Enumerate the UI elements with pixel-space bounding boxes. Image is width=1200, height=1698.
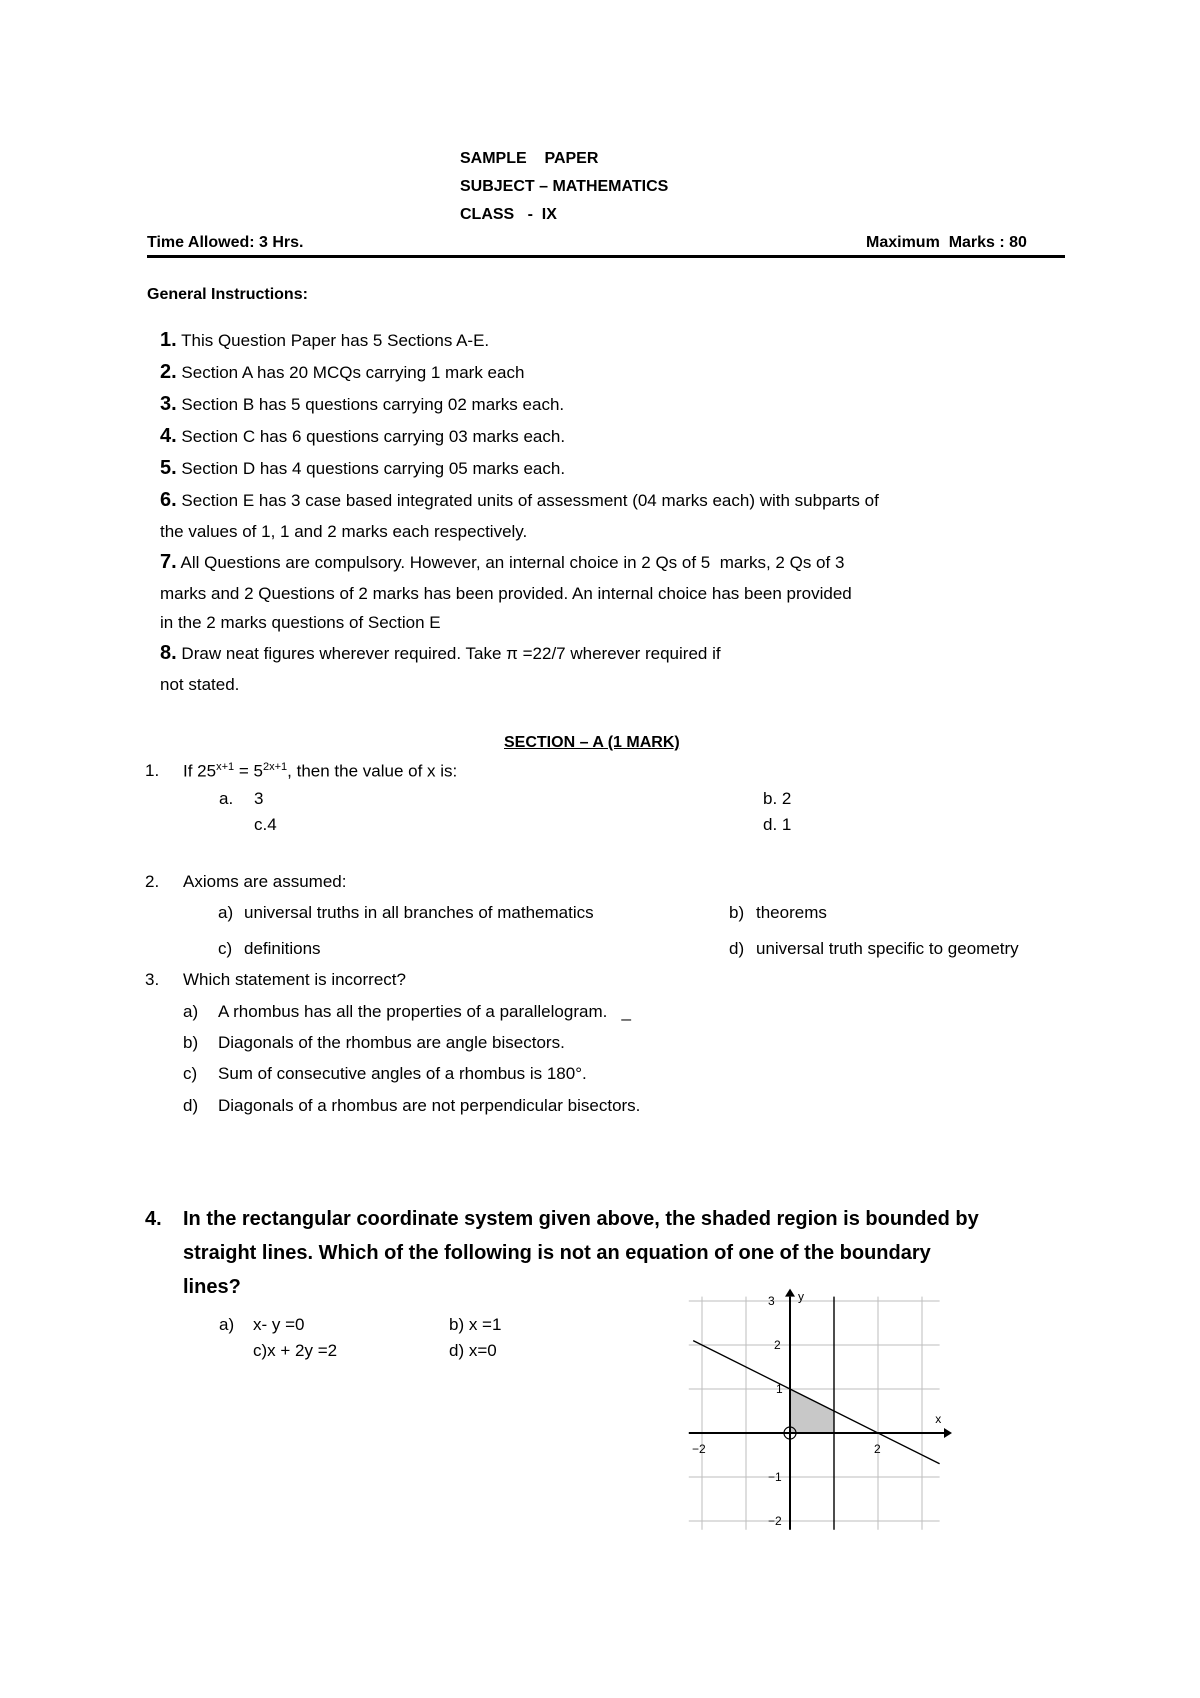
q1-text-pre: If 25 — [183, 761, 217, 781]
option-a: universal truths in all branches of mathematics — [244, 903, 594, 922]
question-4-line: straight lines. Which of the following is not an equation of one of the boundary — [183, 1242, 931, 1264]
option-c: c)x + 2y =2 — [253, 1341, 338, 1360]
y-tick-label: −2 — [768, 1514, 782, 1528]
paper-title: SAMPLE PAPER — [460, 150, 599, 167]
instruction-text: Section D has 4 questions carrying 05 marks each. — [181, 459, 566, 478]
option-a: A rhombus has all the properties of a parallelogram. _ — [218, 1002, 631, 1021]
option-b: Diagonals of the rhombus are angle bisectors. — [218, 1033, 565, 1052]
question-3-text: Which statement is incorrect? — [183, 970, 406, 989]
instruction-item — [160, 551, 844, 574]
option-c: definitions — [244, 939, 321, 958]
instruction-number: 2. — [160, 361, 177, 383]
option-label: c) — [183, 1064, 198, 1083]
header-rule — [147, 255, 1065, 258]
instruction-continuation: in the 2 marks questions of Section E — [160, 613, 441, 632]
instruction-text: Draw neat figures wherever required. Take π =22/7 wherever required if — [181, 644, 721, 663]
boundary-line-x-plus-2y — [693, 1341, 942, 1464]
option-d: universal truth specific to geometry — [756, 939, 1019, 958]
option-label: b) — [183, 1033, 199, 1052]
paper-subject: SUBJECT – MATHEMATICS — [460, 178, 669, 195]
shaded-region — [790, 1389, 834, 1433]
instruction-number: 6. — [160, 489, 177, 511]
option-a: x- y =0 — [253, 1315, 305, 1334]
option-label: a) — [183, 1002, 199, 1021]
instruction-number: 8. — [160, 642, 177, 664]
question-number: 2. — [145, 872, 160, 891]
time-allowed: Time Allowed: 3 Hrs. — [147, 234, 304, 251]
x-tick-label: −2 — [692, 1442, 706, 1456]
question-number: 4. — [145, 1208, 162, 1230]
instruction-text: This Question Paper has 5 Sections A-E. — [181, 331, 490, 350]
x-axis-label: x — [935, 1412, 942, 1426]
option-label: c) — [218, 939, 233, 958]
instruction-text: Section C has 6 questions carrying 03 marks each. — [181, 427, 566, 446]
instruction-item — [160, 393, 564, 416]
y-tick-label: 2 — [774, 1338, 781, 1352]
maximum-marks: Maximum Marks : 80 — [866, 234, 1027, 251]
option-d: d) x=0 — [449, 1341, 497, 1360]
option-b: theorems — [756, 903, 827, 922]
question-1-text — [183, 761, 457, 782]
y-tick-label: 3 — [768, 1294, 775, 1308]
coordinate-graph — [688, 1289, 958, 1535]
question-4-line: lines? — [183, 1276, 241, 1298]
option-label: a. — [219, 789, 234, 808]
q1-text-mid: = 5 — [234, 761, 263, 781]
y-tick-label: 1 — [776, 1382, 783, 1396]
instruction-item — [160, 425, 565, 448]
instruction-item — [160, 361, 524, 384]
option-label: d) — [729, 939, 745, 958]
option-label: b) — [729, 903, 745, 922]
instruction-text: Section A has 20 MCQs carrying 1 mark each — [181, 363, 525, 382]
question-number: 3. — [145, 970, 160, 989]
option-label: a) — [219, 1315, 235, 1334]
instruction-text: Section E has 3 case based integrated units of assessment (04 marks each) with subparts of — [181, 491, 879, 510]
option-label: d) — [183, 1096, 199, 1115]
y-axis-arrow-icon — [785, 1289, 795, 1297]
section-a-heading: SECTION – A (1 MARK) — [504, 734, 680, 751]
question-number: 1. — [145, 761, 160, 780]
paper-class: CLASS - IX — [460, 206, 557, 223]
question-4-line: In the rectangular coordinate system given above, the shaded region is bounded by — [183, 1208, 979, 1230]
instructions-heading: General Instructions: — [147, 286, 308, 303]
y-tick-label: −1 — [768, 1470, 782, 1484]
x-axis-arrow-icon — [944, 1428, 952, 1438]
instruction-text: Section B has 5 questions carrying 02 marks each. — [181, 395, 565, 414]
instruction-item — [160, 329, 489, 352]
instruction-number: 4. — [160, 425, 177, 447]
option-label: a) — [218, 903, 234, 922]
option-b: b) x =1 — [449, 1315, 502, 1334]
instruction-number: 7. — [160, 551, 177, 573]
instruction-continuation: the values of 1, 1 and 2 marks each respectively. — [160, 522, 528, 541]
instruction-text: All Questions are compulsory. However, an internal choice in 2 Qs of 5 marks, 2 Qs of 3 — [180, 553, 845, 572]
y-axis-label: y — [798, 1289, 804, 1304]
option-a: 3 — [254, 789, 264, 808]
instruction-number: 5. — [160, 457, 177, 479]
instruction-number: 1. — [160, 329, 177, 351]
option-c: c.4 — [254, 815, 277, 834]
instruction-number: 3. — [160, 393, 177, 415]
q1-exponent-1: x+1 — [216, 761, 235, 773]
option-c: Sum of consecutive angles of a rhombus is 180°. — [218, 1064, 587, 1083]
instruction-item — [160, 489, 879, 512]
instruction-item — [160, 642, 721, 665]
question-2-text: Axioms are assumed: — [183, 872, 347, 891]
instruction-continuation: marks and 2 Questions of 2 marks has been provided. An internal choice has been provided — [160, 584, 852, 603]
option-b: b. 2 — [763, 789, 792, 808]
instruction-item — [160, 457, 565, 480]
x-tick-label: 2 — [874, 1442, 881, 1456]
option-d: d. 1 — [763, 815, 792, 834]
instruction-continuation: not stated. — [160, 675, 240, 694]
option-d: Diagonals of a rhombus are not perpendicular bisectors. — [218, 1096, 641, 1115]
q1-text-post: , then the value of x is: — [287, 761, 458, 781]
q1-exponent-2: 2x+1 — [262, 761, 288, 773]
